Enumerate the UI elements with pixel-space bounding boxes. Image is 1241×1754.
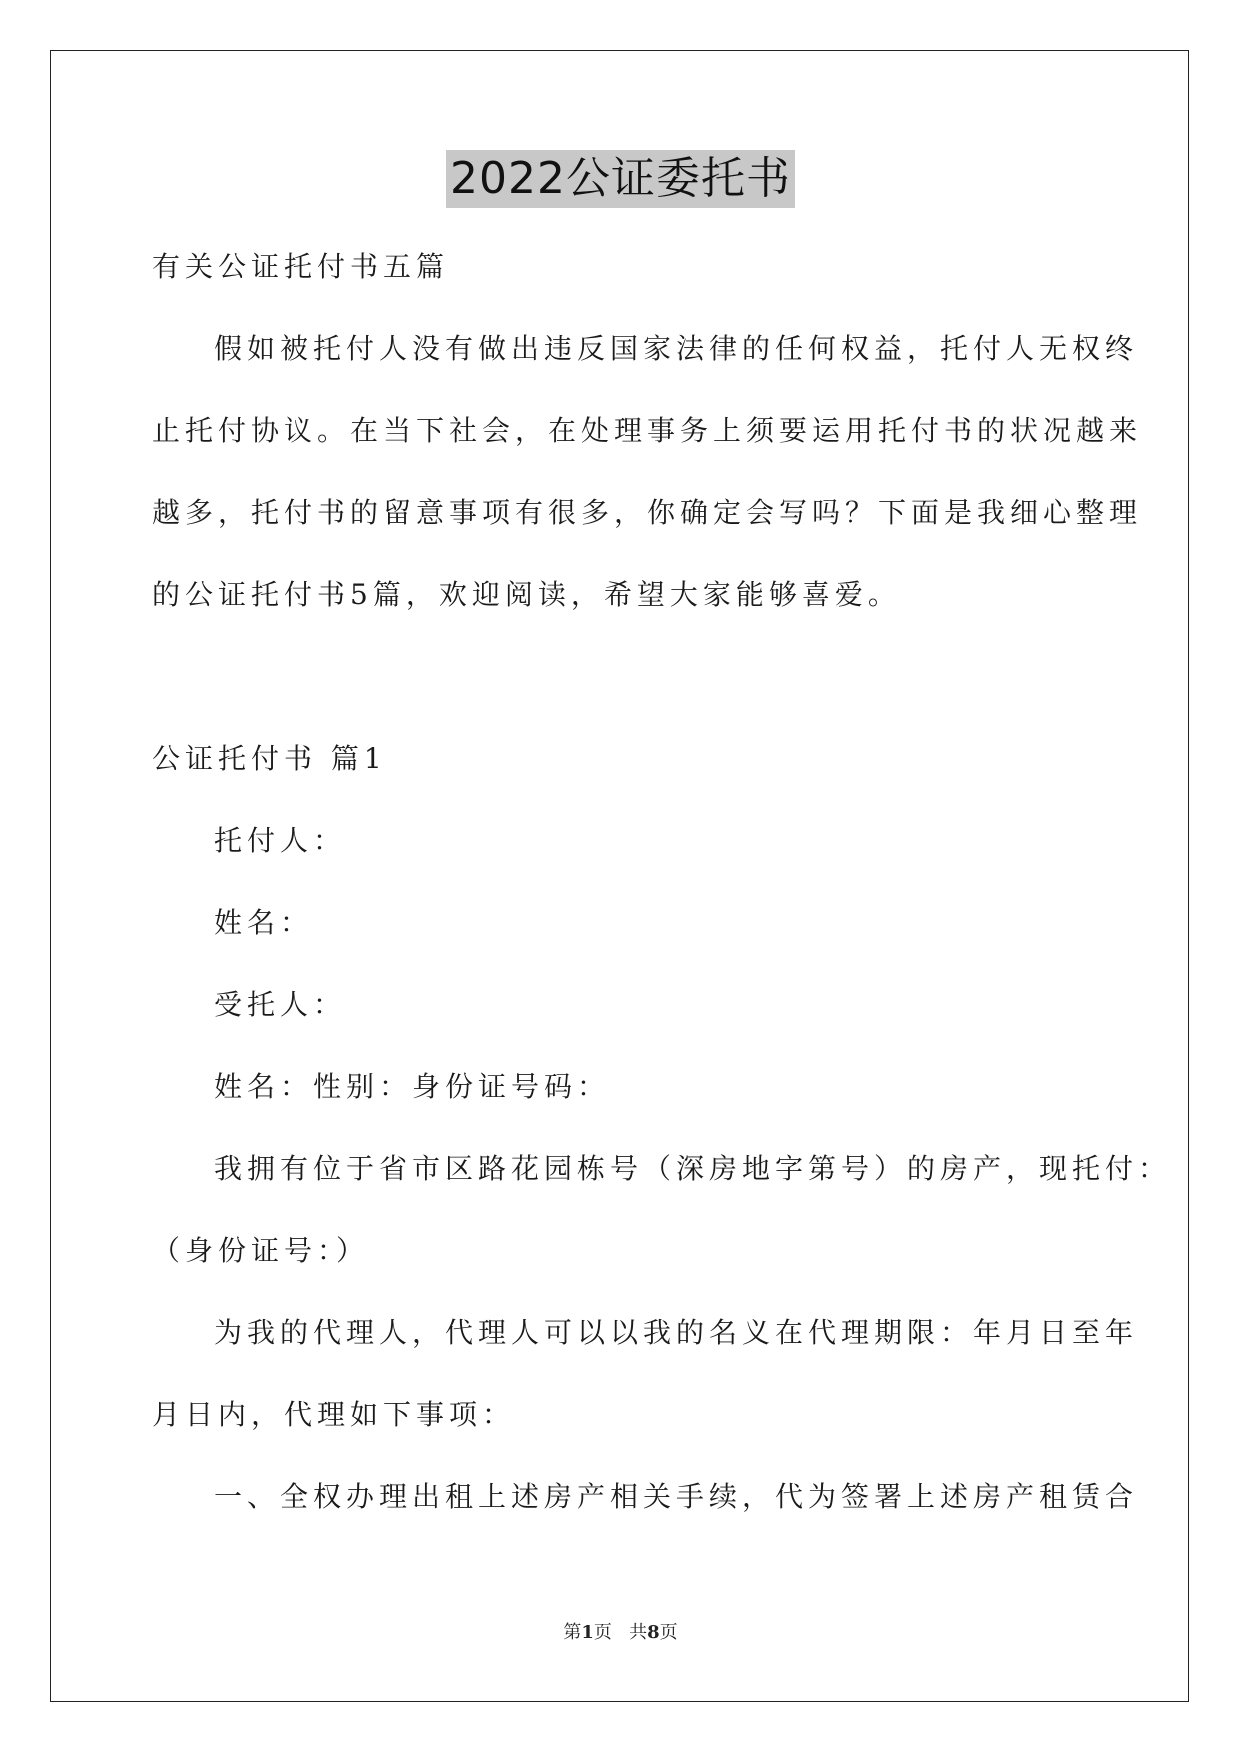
- page-prefix: 第: [563, 1622, 582, 1643]
- paragraph-line: （身份证号：）: [152, 1234, 370, 1267]
- section-gap: [152, 648, 1102, 730]
- paragraph-line: 止托付协议。在当下社会，在处理事务上须要运用托付书的状况越来: [152, 414, 1143, 447]
- intro-heading: 有关公证托付书五篇: [152, 250, 450, 283]
- page-suffix: 页: [593, 1622, 612, 1643]
- field-label: 受托人：: [214, 988, 347, 1021]
- field-label: 托付人：: [214, 824, 347, 857]
- paragraph-line: 一、全权办理出租上述房产相关手续，代为签署上述房产租赁合: [214, 1480, 1139, 1513]
- section-heading: 公证托付书 篇1: [152, 742, 387, 775]
- paragraph-line: 月日内，代理如下事项：: [152, 1398, 516, 1431]
- page-number: 1: [581, 1622, 594, 1643]
- paragraph-line: 我拥有位于省市区路花园栋号（深房地字第号）的房产，现托付：: [214, 1152, 1172, 1185]
- paragraph-line: 假如被托付人没有做出违反国家法律的任何权益，托付人无权终: [214, 332, 1139, 365]
- paragraph-line: 为我的代理人，代理人可以以我的名义在代理期限：年月日至年: [214, 1316, 1139, 1349]
- total-pages: 8: [647, 1622, 660, 1643]
- paragraph-line: 的公证托付书5篇，欢迎阅读，希望大家能够喜爱。: [152, 578, 901, 611]
- document-title: 2022公证委托书: [446, 150, 795, 208]
- page-footer: [0, 1618, 1241, 1644]
- document-body: [152, 238, 1172, 1550]
- total-suffix: 页: [659, 1622, 678, 1643]
- total-prefix: 共: [629, 1622, 648, 1643]
- field-label: 姓名：性别：身份证号码：: [214, 1070, 611, 1103]
- field-label: 姓名：: [214, 906, 314, 939]
- title-container: [0, 150, 1241, 208]
- paragraph-line: 越多，托付书的留意事项有很多，你确定会写吗？下面是我细心整理: [152, 496, 1143, 529]
